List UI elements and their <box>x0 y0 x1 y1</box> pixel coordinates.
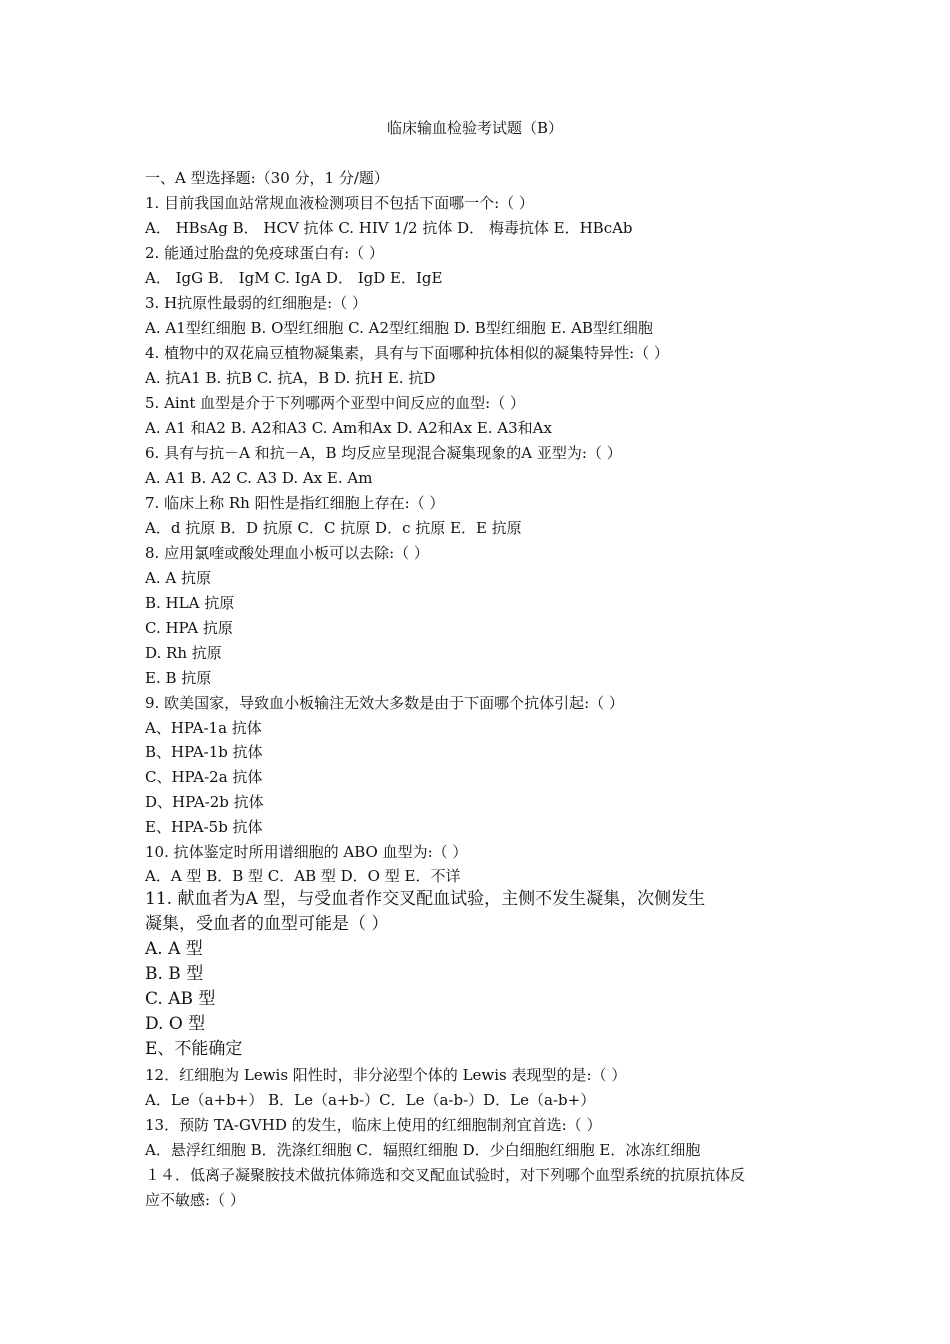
question-13-options: A．悬浮红细胞 B．洗涤红细胞 C．辐照红细胞 D．少白细胞红细胞 E．冰冻红细胞 <box>145 1141 701 1159</box>
question-12-options: A．Le（a+b+） B．Le（a+b-）C．Le（a-b-）D．Le（a-b+） <box>145 1091 596 1109</box>
question-11-option: C. AB 型 <box>145 989 216 1009</box>
question-9-option: A、HPA-1a 抗体 <box>145 719 262 737</box>
question-11-option: A. A 型 <box>145 939 203 959</box>
question-9: 9. 欧美国家，导致血小板输注无效大多数是由于下面哪个抗体引起:（ ） <box>145 694 624 712</box>
question-11-option: B. B 型 <box>145 964 204 984</box>
question-2: 2. 能通过胎盘的免疫球蛋白有:（ ） <box>145 244 384 262</box>
question-5-options: A. A1 和A2 B. A2和A3 C. Am和Ax D. A2和Ax E. A3和Ax <box>145 419 552 437</box>
page-title: 临床输血检验考试题（B） <box>386 119 564 137</box>
question-11: 11. 献血者为A 型，与受血者作交叉配血试验，主侧不发生凝集，次侧发生 <box>145 889 706 909</box>
question-3-options: A. A1型红细胞 B. O型红细胞 C. A2型红细胞 D. B型红细胞 E. AB型红细胞 <box>145 319 653 337</box>
question-10-options: A．A 型 B．B 型 C．AB 型 D．O 型 E．不详 <box>145 867 461 885</box>
question-1-options: A． HBsAg B． HCV 抗体 C. HIV 1/2 抗体 D． 梅毒抗体 E．HBcAb <box>145 219 633 237</box>
section-heading: 一、A 型选择题:（30 分，1 分/题） <box>145 169 389 187</box>
question-8-option: E. B 抗原 <box>145 669 212 687</box>
question-11-option: E、不能确定 <box>145 1039 243 1059</box>
question-8: 8. 应用氯喹或酸处理血小板可以去除:（ ） <box>145 544 429 562</box>
question-2-options: A． IgG B． IgM C. IgA D． IgD E．IgE <box>145 269 443 287</box>
question-8-option: D. Rh 抗原 <box>145 644 222 662</box>
question-4: 4. 植物中的双花扁豆植物凝集素，具有与下面哪种抗体相似的凝集特异性:（ ） <box>145 344 669 362</box>
question-12: 12．红细胞为 Lewis 阳性时，非分泌型个体的 Lewis 表现型的是:（ ） <box>145 1066 627 1084</box>
question-6-options: A. A1 B. A2 C. A3 D. Ax E. Am <box>145 469 373 487</box>
question-11-continued: 凝集，受血者的血型可能是（ ） <box>145 914 389 934</box>
question-6: 6. 具有与抗－A 和抗－A，B 均反应呈现混合凝集现象的A 亚型为:（ ） <box>145 444 622 462</box>
question-3: 3. H抗原性最弱的红细胞是:（ ） <box>145 294 367 312</box>
question-14-continued: 应不敏感:（ ） <box>145 1191 245 1209</box>
question-10: 10. 抗体鉴定时所用谱细胞的 ABO 血型为:（ ） <box>145 843 468 861</box>
question-13: 13．预防 TA-GVHD 的发生，临床上使用的红细胞制剂宜首选:（ ） <box>145 1116 602 1134</box>
question-4-options: A. 抗A1 B. 抗B C. 抗A，B D. 抗H E. 抗D <box>145 369 436 387</box>
question-9-option: D、HPA-2b 抗体 <box>145 793 264 811</box>
question-11-option: D. O 型 <box>145 1014 206 1034</box>
question-7-options: A．d 抗原 B．D 抗原 C．C 抗原 D．c 抗原 E．E 抗原 <box>145 519 522 537</box>
question-14: １４．低离子凝聚胺技术做抗体筛选和交叉配血试验时，对下列哪个血型系统的抗原抗体反 <box>145 1166 746 1184</box>
question-9-option: E、HPA-5b 抗体 <box>145 818 263 836</box>
question-5: 5. Aint 血型是介于下列哪两个亚型中间反应的血型:（ ） <box>145 394 525 412</box>
question-1: 1. 目前我国血站常规血液检测项目不包括下面哪一个:（ ） <box>145 194 534 212</box>
question-8-option: C. HPA 抗原 <box>145 619 233 637</box>
question-8-option: A. A 抗原 <box>145 569 211 587</box>
question-9-option: B、HPA-1b 抗体 <box>145 743 263 761</box>
question-8-option: B. HLA 抗原 <box>145 594 235 612</box>
question-7: 7. 临床上称 Rh 阳性是指红细胞上存在:（ ） <box>145 494 445 512</box>
question-9-option: C、HPA-2a 抗体 <box>145 768 263 786</box>
